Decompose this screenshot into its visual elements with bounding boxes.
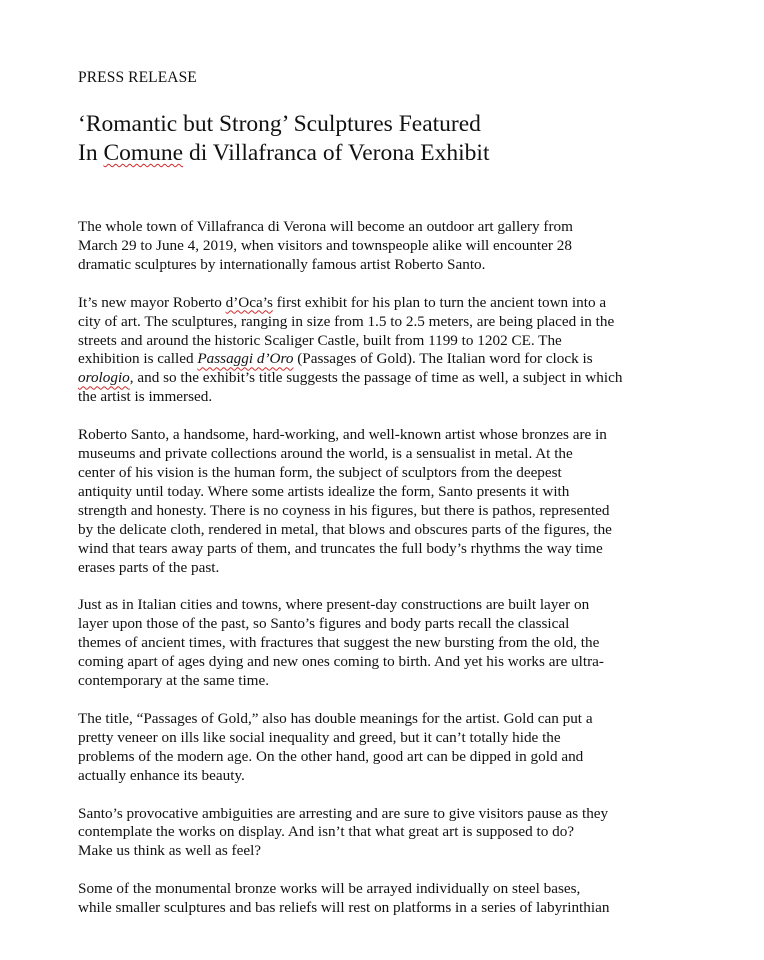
spellcheck-flagged-word[interactable]: orologio — [78, 369, 130, 387]
text-line: erases parts of the past. — [78, 558, 220, 576]
text-segment: first exhibit for his plan to turn the ancient town into a — [272, 293, 607, 311]
paragraph-title-meaning — [78, 710, 718, 786]
text-segment: It’s new mayor Roberto — [78, 293, 226, 311]
text-segment: , and so the exhibit’s title suggests the passage of time as well, a subject in which — [129, 369, 623, 387]
text-line: streets and around the historic Scaliger Castle, built from 1199 to 1202 CE. The — [78, 331, 562, 349]
text-line: center of his vision is the human form, the subject of sculptors from the deepest — [78, 463, 562, 481]
spellcheck-flagged-word[interactable]: d’Oca’s — [225, 293, 273, 311]
text-line — [78, 294, 718, 313]
text-line: Some of the monumental bronze works will be arrayed individually on steel bases, — [78, 880, 581, 898]
text-line: contemplate the works on display. And isn’t that what great art is supposed to do? — [78, 823, 575, 841]
text-line: actually enhance its beauty. — [78, 766, 245, 784]
text-line: The title, “Passages of Gold,” also has double meanings for the artist. Gold can put a — [78, 709, 593, 727]
text-line: contemporary at the same time. — [78, 672, 270, 690]
text-line: wind that tears away parts of them, and truncates the full body’s rhythms the way time — [78, 539, 603, 557]
text-line: while smaller sculptures and bas reliefs will rest on platforms in a series of labyrinthian — [78, 899, 610, 917]
text-line: The whole town of Villafranca di Verona will become an outdoor art gallery from — [78, 218, 573, 235]
headline-line-2-pre: In — [78, 140, 104, 166]
text-line: themes of ancient times, with fractures that suggest the new bursting from the old, the — [78, 634, 600, 652]
paragraph-ambiguities — [78, 805, 718, 862]
document-page — [78, 68, 718, 937]
text-line: city of art. The sculptures, ranging in size from 1.5 to 2.5 meters, are being placed in the — [78, 312, 615, 330]
spellcheck-flagged-word[interactable]: Comune — [103, 140, 184, 166]
text-line — [78, 350, 718, 369]
text-line: museums and private collections around the world, is a sensualist in metal. At the — [78, 445, 573, 463]
document-label: PRESS RELEASE — [78, 69, 197, 86]
paragraph-layers — [78, 596, 718, 691]
headline-line-1: ‘Romantic but Strong’ Sculptures Featured — [78, 111, 481, 137]
text-line: Make us think as well as feel? — [78, 842, 262, 860]
headline-line-2-post: di Villafranca of Verona Exhibit — [183, 140, 490, 166]
text-line: coming apart of ages dying and new ones coming to birth. And yet his works are ultra- — [78, 653, 604, 671]
headline — [78, 110, 718, 168]
text-line: Just as in Italian cities and towns, where present-day constructions are built layer on — [78, 596, 590, 614]
text-line: layer upon those of the past, so Santo’s figures and body parts recall the classical — [78, 615, 570, 633]
text-line: strength and honesty. There is no coyness in his figures, but there is pathos, represented — [78, 501, 610, 519]
text-line — [78, 369, 718, 388]
text-line: problems of the modern age. On the other hand, good art can be dipped in gold and — [78, 747, 584, 765]
paragraph-intro — [78, 218, 718, 275]
paragraph-mayor — [78, 294, 718, 407]
text-line: the artist is immersed. — [78, 388, 213, 406]
text-line: March 29 to June 4, 2019, when visitors and townspeople alike will encounter 28 — [78, 236, 572, 254]
paragraph-display — [78, 880, 718, 918]
headline-line-2 — [78, 139, 718, 168]
text-segment: exhibition is called — [78, 350, 198, 368]
text-line: dramatic sculptures by internationally famous artist Roberto Santo. — [78, 255, 486, 273]
text-line: by the delicate cloth, rendered in metal, that blows and obscures parts of the figures, the — [78, 520, 612, 538]
paragraph-artist — [78, 426, 718, 577]
spellcheck-flagged-word[interactable]: Passaggi d’Oro — [197, 350, 294, 368]
text-line: pretty veneer on ills like social inequality and greed, but it can’t totally hide the — [78, 728, 561, 746]
text-line: Roberto Santo, a handsome, hard-working, and well-known artist whose bronzes are in — [78, 426, 607, 444]
text-segment: (Passages of Gold). The Italian word for clock is — [293, 350, 593, 368]
text-line: antiquity until today. Where some artists idealize the form, Santo presents it with — [78, 482, 570, 500]
text-line: Santo’s provocative ambiguities are arresting and are sure to give visitors pause as they — [78, 804, 609, 822]
